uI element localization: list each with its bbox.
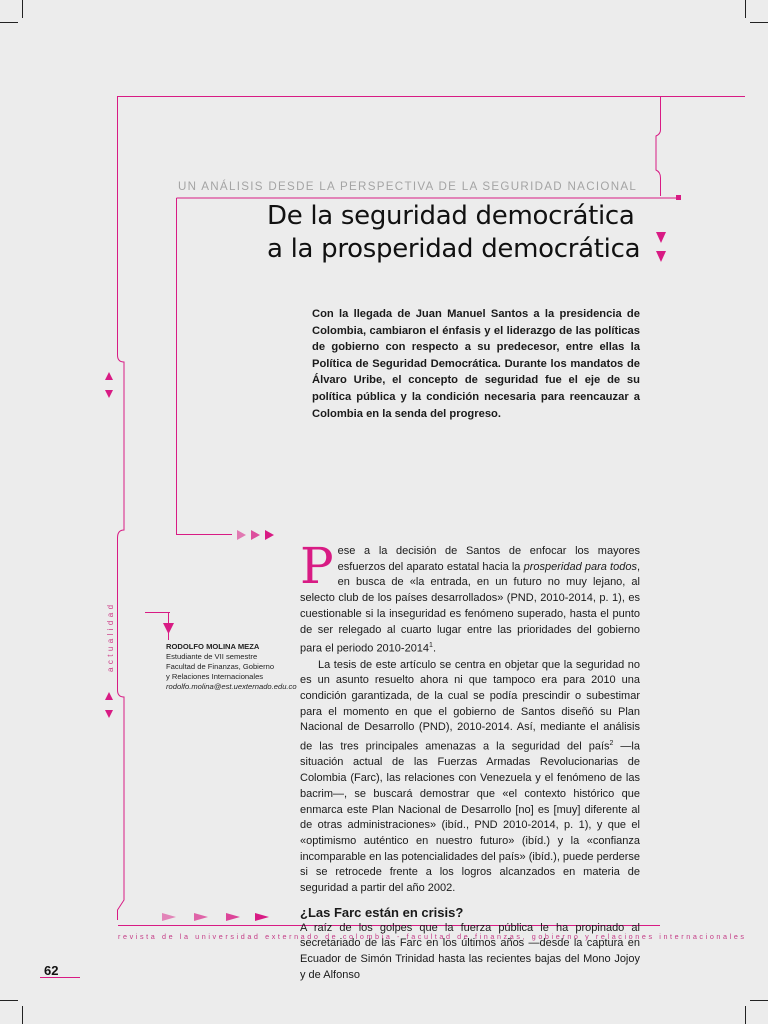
body-paragraph	[300, 537, 641, 658]
body-paragraph: A raíz de los golpes que la fuerza pública le ha propinado al secretariado de las Farc en los últimos años —desde la captura en Ecuador de Simón Trinidad hasta las recientes bajas del Mono Jojoy y de Alfonso	[300, 921, 640, 981]
title-line-1: De la seguridad democrática	[267, 201, 635, 231]
footnote-ref: 1	[429, 642, 433, 650]
body-emphasis: prosperidad para todos	[523, 560, 637, 573]
page-number: 62	[44, 963, 59, 978]
section-kicker: UN ANÁLISIS DESDE LA PERSPECTIVA DE LA SEGURIDAD NACIONAL	[178, 180, 638, 193]
author-block	[166, 642, 306, 692]
article-abstract: Con la llegada de Juan Manuel Santos a la presidencia de Colombia, cambiaron el énfasis y el liderazgo de las políticas de gobierno con respecto a su predecesor, entre ellas la Política de Seguridad Democrática. Durante los mandatos de Álvaro Uribe, el concepto de seguridad fue el eje de su política pública y la condición necesaria para reencauzar a Colombia en la senda del progreso.	[312, 308, 640, 420]
body-text: La tesis de este artículo se centra en objetar que la seguridad no es un asunto resuelto ahora ni que tampoco era para 2010 una condición garantizada, de la cual se podía prescindir o subestimar para el momento en que el gobierno de Santos diseñó su Plan Nacional de Desarrollo (PND), 2010-2014. Así, mediante el análisis de las tres principales amenazas a la seguridad del país	[300, 658, 640, 753]
article-title	[267, 200, 640, 266]
author-line: Facultad de Finanzas, Gobierno	[166, 662, 275, 671]
body-text: ese a la decisión de Santos de enfocar los mayores esfuerzos del aparato estatal hacia la	[337, 545, 640, 573]
title-line-2: a la prosperidad democrática	[267, 234, 641, 264]
side-section-label: actualidad	[106, 601, 115, 672]
drop-cap: P	[300, 537, 334, 595]
body-text: —la situación actual de las Fuerzas Armadas Revolucionarias de Colombia (Farc), las relaciones con Venezuela y el fenómeno de las bacrim—, se buscará demostrar que «el contexto histórico que enmarca este Plan Nacional de Desarrollo [no] es [muy] diferente al de otras administraciones» (ibíd., PND 2010-2014, p. 1), y que el «optimismo auténtico en nuestro futuro» (ibíd.) y la «confianza incomparable en las potencialidades del país» (ibíd.), puede perderse si se retrocede frente a los logros alcanzados en materia de seguridad a partir del año 2002.	[300, 740, 640, 895]
body-text: , en busca de «la entrada, en un futuro no muy lejano, al selecto club de los países desarrollados» (PND, 2010-2014, p. 1), es cuestionable si la inseguridad es fenómeno superado, hasta el punto de ser relegado al cuarto lugar entre las prioridades del gobierno para el periodo 2010-2014	[300, 560, 641, 655]
body-text: .	[432, 642, 437, 655]
author-line: Estudiante de VII semestre	[166, 652, 258, 661]
footnote-ref: 2	[609, 740, 614, 748]
body-paragraph	[300, 658, 640, 897]
author-email: rodolfo.molina@est.uexternado.edu.co	[166, 682, 297, 691]
author-line: y Relaciones Internacionales	[166, 672, 264, 681]
section-heading: ¿Las Farc están en crisis?	[300, 904, 464, 920]
article-body	[300, 537, 641, 984]
author-name: RODOLFO MOLINA MEZA	[166, 642, 260, 651]
journal-footer: revista de la universidad externado de colombia - facultad de finanzas, gobierno y relaciones internacionales	[118, 932, 747, 941]
